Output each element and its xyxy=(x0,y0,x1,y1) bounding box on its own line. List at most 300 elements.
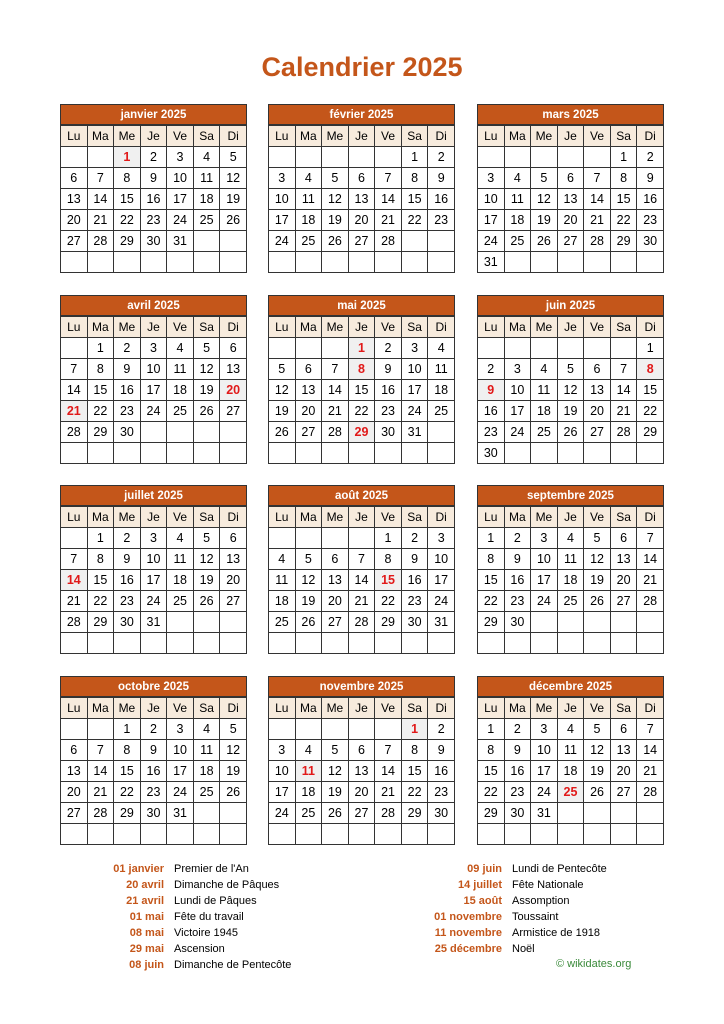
day-cell: 18 xyxy=(428,380,455,401)
day-cell: 26 xyxy=(531,231,558,252)
day-cell: 19 xyxy=(557,401,584,422)
day-cell: 7 xyxy=(61,359,88,380)
empty-cell xyxy=(504,252,531,273)
day-cell: 11 xyxy=(295,761,322,782)
empty-cell xyxy=(428,633,455,654)
empty-cell xyxy=(167,824,194,845)
empty-cell xyxy=(401,252,428,273)
empty-cell xyxy=(610,803,637,824)
day-cell: 8 xyxy=(87,549,114,570)
day-cell: 31 xyxy=(531,803,558,824)
weekday-header: Ve xyxy=(167,698,194,719)
empty-cell xyxy=(61,147,88,168)
day-cell: 1 xyxy=(401,147,428,168)
empty-cell xyxy=(114,252,141,273)
day-cell: 29 xyxy=(637,422,664,443)
day-cell: 19 xyxy=(295,591,322,612)
day-cell: 26 xyxy=(322,231,349,252)
day-cell: 28 xyxy=(610,422,637,443)
empty-cell xyxy=(114,824,141,845)
day-cell: 24 xyxy=(269,803,296,824)
holiday-item xyxy=(400,909,607,925)
day-cell: 14 xyxy=(584,189,611,210)
day-cell: 5 xyxy=(584,528,611,549)
day-cell: 22 xyxy=(401,210,428,231)
day-cell: 29 xyxy=(478,612,505,633)
weekday-header: Me xyxy=(114,317,141,338)
day-cell: 1 xyxy=(478,528,505,549)
day-cell: 6 xyxy=(220,338,247,359)
day-cell: 17 xyxy=(269,782,296,803)
empty-cell xyxy=(348,824,375,845)
day-cell: 19 xyxy=(220,761,247,782)
day-cell: 4 xyxy=(504,168,531,189)
day-cell: 29 xyxy=(401,803,428,824)
empty-cell xyxy=(140,252,167,273)
day-cell: 26 xyxy=(220,210,247,231)
holiday-name: Fête du travail xyxy=(174,911,244,923)
day-cell: 1 xyxy=(401,719,428,740)
empty-cell xyxy=(637,633,664,654)
month-block xyxy=(268,485,455,654)
day-cell: 6 xyxy=(322,549,349,570)
day-cell: 6 xyxy=(610,528,637,549)
day-cell: 25 xyxy=(295,803,322,824)
day-cell: 2 xyxy=(114,528,141,549)
day-cell: 22 xyxy=(478,782,505,803)
weekday-header: Je xyxy=(140,698,167,719)
day-cell: 19 xyxy=(531,210,558,231)
day-cell: 15 xyxy=(114,189,141,210)
weekday-header: Lu xyxy=(478,507,505,528)
weekday-header: Ve xyxy=(584,126,611,147)
weekday-header: Me xyxy=(322,507,349,528)
day-cell: 3 xyxy=(269,168,296,189)
day-cell: 2 xyxy=(428,147,455,168)
day-cell: 5 xyxy=(193,528,220,549)
empty-cell xyxy=(220,633,247,654)
day-cell: 13 xyxy=(322,570,349,591)
weekday-header: Ma xyxy=(504,507,531,528)
empty-cell xyxy=(584,252,611,273)
holiday-name: Assomption xyxy=(512,895,570,907)
day-cell: 22 xyxy=(87,591,114,612)
month-block xyxy=(60,485,247,654)
day-cell: 21 xyxy=(348,591,375,612)
day-cell: 15 xyxy=(610,189,637,210)
weekday-header: Ma xyxy=(87,126,114,147)
day-cell: 12 xyxy=(584,549,611,570)
month-block xyxy=(60,104,247,273)
day-cell: 8 xyxy=(478,549,505,570)
month-title: mai 2025 xyxy=(268,295,455,316)
day-cell: 26 xyxy=(557,422,584,443)
credit-link[interactable]: © wikidates.org xyxy=(556,958,632,970)
day-cell: 13 xyxy=(61,189,88,210)
day-cell: 29 xyxy=(87,612,114,633)
month-table xyxy=(477,125,664,273)
day-cell: 14 xyxy=(61,380,88,401)
day-cell: 15 xyxy=(87,570,114,591)
day-cell: 5 xyxy=(269,359,296,380)
month-block xyxy=(60,676,247,845)
empty-cell xyxy=(295,824,322,845)
weekday-header: Sa xyxy=(401,698,428,719)
day-cell: 7 xyxy=(87,740,114,761)
day-cell: 28 xyxy=(348,612,375,633)
day-cell: 13 xyxy=(610,549,637,570)
weekday-header: Je xyxy=(557,507,584,528)
empty-cell xyxy=(220,612,247,633)
empty-cell xyxy=(87,147,114,168)
weekday-header: Sa xyxy=(193,507,220,528)
day-cell: 30 xyxy=(401,612,428,633)
day-cell: 4 xyxy=(193,147,220,168)
day-cell: 3 xyxy=(140,338,167,359)
day-cell: 31 xyxy=(478,252,505,273)
weekday-header: Me xyxy=(531,698,558,719)
empty-cell xyxy=(193,422,220,443)
weekday-header: Di xyxy=(637,317,664,338)
day-cell: 23 xyxy=(428,782,455,803)
day-cell: 20 xyxy=(348,210,375,231)
weekday-header: Ma xyxy=(87,507,114,528)
day-cell: 13 xyxy=(220,359,247,380)
weekday-header: Lu xyxy=(269,507,296,528)
weekday-header: Di xyxy=(220,317,247,338)
day-cell: 2 xyxy=(504,528,531,549)
empty-cell xyxy=(61,528,88,549)
day-cell: 19 xyxy=(220,189,247,210)
day-cell: 18 xyxy=(557,570,584,591)
month-block xyxy=(60,295,247,464)
holiday-name: Armistice de 1918 xyxy=(512,927,601,939)
day-cell: 17 xyxy=(401,380,428,401)
holiday-item xyxy=(60,909,291,925)
empty-cell xyxy=(269,633,296,654)
empty-cell xyxy=(193,612,220,633)
weekday-header: Di xyxy=(428,317,455,338)
day-cell: 14 xyxy=(375,761,402,782)
holiday-item xyxy=(60,925,291,941)
empty-cell xyxy=(193,824,220,845)
day-cell: 6 xyxy=(610,719,637,740)
day-cell: 15 xyxy=(87,380,114,401)
empty-cell xyxy=(610,824,637,845)
day-cell: 21 xyxy=(637,761,664,782)
day-cell: 17 xyxy=(167,189,194,210)
empty-cell xyxy=(269,824,296,845)
holiday-item xyxy=(60,957,291,973)
empty-cell xyxy=(401,633,428,654)
holiday-date: 08 mai xyxy=(129,927,164,939)
day-cell: 7 xyxy=(610,359,637,380)
day-cell: 3 xyxy=(478,168,505,189)
weekday-header: Ve xyxy=(167,507,194,528)
day-cell: 14 xyxy=(610,380,637,401)
holiday-name: Dimanche de Pentecôte xyxy=(174,959,292,971)
weekday-header: Ve xyxy=(584,698,611,719)
day-cell: 26 xyxy=(193,401,220,422)
day-cell: 8 xyxy=(87,359,114,380)
day-cell: 28 xyxy=(87,231,114,252)
empty-cell xyxy=(557,338,584,359)
day-cell: 26 xyxy=(584,782,611,803)
day-cell: 7 xyxy=(375,168,402,189)
empty-cell xyxy=(193,803,220,824)
day-cell: 25 xyxy=(531,422,558,443)
day-cell: 22 xyxy=(637,401,664,422)
empty-cell xyxy=(322,252,349,273)
day-cell: 15 xyxy=(375,570,402,591)
day-cell: 26 xyxy=(322,803,349,824)
day-cell: 22 xyxy=(375,591,402,612)
day-cell: 4 xyxy=(167,528,194,549)
day-cell: 30 xyxy=(375,422,402,443)
empty-cell xyxy=(637,824,664,845)
day-cell: 12 xyxy=(220,740,247,761)
month-block xyxy=(268,295,455,464)
holiday-item xyxy=(400,877,607,893)
day-cell: 16 xyxy=(504,570,531,591)
day-cell: 7 xyxy=(322,359,349,380)
empty-cell xyxy=(428,252,455,273)
day-cell: 25 xyxy=(557,591,584,612)
day-cell: 5 xyxy=(220,147,247,168)
weekday-header: Ma xyxy=(504,698,531,719)
weekday-header: Je xyxy=(348,698,375,719)
day-cell: 15 xyxy=(401,189,428,210)
empty-cell xyxy=(61,252,88,273)
day-cell: 7 xyxy=(87,168,114,189)
weekday-header: Lu xyxy=(269,126,296,147)
weekday-header: Ve xyxy=(375,507,402,528)
month-title: juin 2025 xyxy=(477,295,664,316)
empty-cell xyxy=(401,231,428,252)
weekday-header: Sa xyxy=(610,317,637,338)
day-cell: 31 xyxy=(167,231,194,252)
day-cell: 12 xyxy=(557,380,584,401)
empty-cell xyxy=(322,719,349,740)
month-block xyxy=(268,676,455,845)
empty-cell xyxy=(269,443,296,464)
day-cell: 16 xyxy=(428,189,455,210)
day-cell: 4 xyxy=(193,719,220,740)
empty-cell xyxy=(220,252,247,273)
empty-cell xyxy=(322,824,349,845)
empty-cell xyxy=(375,252,402,273)
day-cell: 24 xyxy=(401,401,428,422)
day-cell: 23 xyxy=(140,210,167,231)
empty-cell xyxy=(610,443,637,464)
empty-cell xyxy=(61,719,88,740)
weekday-header: Je xyxy=(348,507,375,528)
empty-cell xyxy=(220,422,247,443)
day-cell: 4 xyxy=(428,338,455,359)
day-cell: 16 xyxy=(401,570,428,591)
empty-cell xyxy=(220,803,247,824)
day-cell: 23 xyxy=(428,210,455,231)
empty-cell xyxy=(140,824,167,845)
weekday-header: Ma xyxy=(504,126,531,147)
weekday-header: Je xyxy=(140,317,167,338)
weekday-header: Di xyxy=(428,126,455,147)
weekday-header: Lu xyxy=(478,317,505,338)
empty-cell xyxy=(322,147,349,168)
day-cell: 12 xyxy=(322,189,349,210)
day-cell: 4 xyxy=(295,168,322,189)
day-cell: 19 xyxy=(322,210,349,231)
day-cell: 18 xyxy=(531,401,558,422)
holiday-list-left xyxy=(60,861,291,973)
day-cell: 16 xyxy=(140,189,167,210)
day-cell: 8 xyxy=(114,168,141,189)
day-cell: 6 xyxy=(348,740,375,761)
empty-cell xyxy=(61,443,88,464)
month-table xyxy=(60,316,247,464)
day-cell: 23 xyxy=(401,591,428,612)
empty-cell xyxy=(610,252,637,273)
weekday-header: Sa xyxy=(610,126,637,147)
weekday-header: Sa xyxy=(610,507,637,528)
empty-cell xyxy=(348,633,375,654)
day-cell: 9 xyxy=(478,380,505,401)
empty-cell xyxy=(531,338,558,359)
day-cell: 30 xyxy=(140,231,167,252)
day-cell: 22 xyxy=(114,210,141,231)
day-cell: 26 xyxy=(269,422,296,443)
day-cell: 10 xyxy=(428,549,455,570)
day-cell: 15 xyxy=(348,380,375,401)
day-cell: 28 xyxy=(61,422,88,443)
holiday-date: 09 juin xyxy=(467,863,502,875)
day-cell: 18 xyxy=(193,189,220,210)
day-cell: 20 xyxy=(322,591,349,612)
day-cell: 13 xyxy=(220,549,247,570)
day-cell: 20 xyxy=(610,570,637,591)
day-cell: 1 xyxy=(478,719,505,740)
empty-cell xyxy=(167,612,194,633)
day-cell: 23 xyxy=(114,591,141,612)
day-cell: 9 xyxy=(637,168,664,189)
day-cell: 2 xyxy=(140,719,167,740)
day-cell: 1 xyxy=(114,147,141,168)
day-cell: 16 xyxy=(375,380,402,401)
weekday-header: Lu xyxy=(61,698,88,719)
empty-cell xyxy=(269,719,296,740)
day-cell: 24 xyxy=(478,231,505,252)
day-cell: 2 xyxy=(114,338,141,359)
weekday-header: Ve xyxy=(375,126,402,147)
day-cell: 13 xyxy=(295,380,322,401)
day-cell: 30 xyxy=(504,803,531,824)
empty-cell xyxy=(401,443,428,464)
empty-cell xyxy=(220,824,247,845)
day-cell: 27 xyxy=(322,612,349,633)
weekday-header: Me xyxy=(114,507,141,528)
day-cell: 19 xyxy=(193,380,220,401)
day-cell: 23 xyxy=(504,782,531,803)
holiday-date: 01 novembre xyxy=(434,911,502,923)
month-table xyxy=(477,697,664,845)
weekday-header: Sa xyxy=(401,317,428,338)
day-cell: 11 xyxy=(269,570,296,591)
day-cell: 12 xyxy=(322,761,349,782)
weekday-header: Me xyxy=(114,698,141,719)
day-cell: 4 xyxy=(557,719,584,740)
day-cell: 11 xyxy=(167,359,194,380)
weekday-header: Me xyxy=(322,317,349,338)
weekday-header: Ma xyxy=(295,507,322,528)
weekday-header: Me xyxy=(322,126,349,147)
month-block xyxy=(477,676,664,845)
day-cell: 19 xyxy=(193,570,220,591)
empty-cell xyxy=(610,633,637,654)
empty-cell xyxy=(428,422,455,443)
day-cell: 13 xyxy=(348,761,375,782)
day-cell: 27 xyxy=(220,401,247,422)
holiday-date: 15 août xyxy=(463,895,502,907)
empty-cell xyxy=(610,338,637,359)
day-cell: 15 xyxy=(478,570,505,591)
weekday-header: Ve xyxy=(167,317,194,338)
day-cell: 16 xyxy=(637,189,664,210)
day-cell: 18 xyxy=(167,570,194,591)
day-cell: 30 xyxy=(114,422,141,443)
day-cell: 6 xyxy=(220,528,247,549)
day-cell: 11 xyxy=(531,380,558,401)
day-cell: 5 xyxy=(531,168,558,189)
day-cell: 3 xyxy=(401,338,428,359)
day-cell: 18 xyxy=(504,210,531,231)
empty-cell xyxy=(193,633,220,654)
day-cell: 2 xyxy=(637,147,664,168)
weekday-header: Ma xyxy=(295,126,322,147)
empty-cell xyxy=(375,443,402,464)
day-cell: 8 xyxy=(478,740,505,761)
empty-cell xyxy=(193,231,220,252)
empty-cell xyxy=(375,719,402,740)
weekday-header: Ve xyxy=(375,698,402,719)
holiday-item xyxy=(400,861,607,877)
day-cell: 21 xyxy=(87,782,114,803)
weekday-header: Ve xyxy=(375,317,402,338)
day-cell: 27 xyxy=(610,782,637,803)
day-cell: 10 xyxy=(167,740,194,761)
weekday-header: Sa xyxy=(610,698,637,719)
day-cell: 2 xyxy=(375,338,402,359)
empty-cell xyxy=(140,422,167,443)
holiday-date: 01 janvier xyxy=(113,863,164,875)
weekday-header: Je xyxy=(140,507,167,528)
day-cell: 3 xyxy=(531,528,558,549)
day-cell: 14 xyxy=(87,189,114,210)
holiday-name: Fête Nationale xyxy=(512,879,584,891)
empty-cell xyxy=(269,528,296,549)
day-cell: 3 xyxy=(428,528,455,549)
empty-cell xyxy=(167,633,194,654)
month-table xyxy=(60,506,247,654)
weekday-header: Je xyxy=(557,698,584,719)
day-cell: 27 xyxy=(348,803,375,824)
day-cell: 18 xyxy=(295,210,322,231)
month-title: août 2025 xyxy=(268,485,455,506)
day-cell: 5 xyxy=(193,338,220,359)
month-block xyxy=(477,295,664,464)
day-cell: 20 xyxy=(61,782,88,803)
day-cell: 15 xyxy=(637,380,664,401)
holiday-date: 08 juin xyxy=(129,959,164,971)
